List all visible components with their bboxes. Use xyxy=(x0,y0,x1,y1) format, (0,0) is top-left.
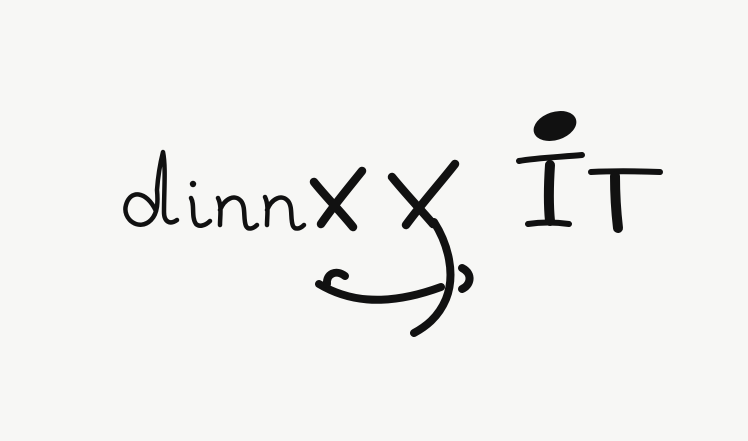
smile-mark xyxy=(319,222,470,333)
logo-lettering-din xyxy=(125,152,304,229)
logo-lettering-it xyxy=(519,106,660,228)
logo-lettering-xx xyxy=(314,164,455,227)
